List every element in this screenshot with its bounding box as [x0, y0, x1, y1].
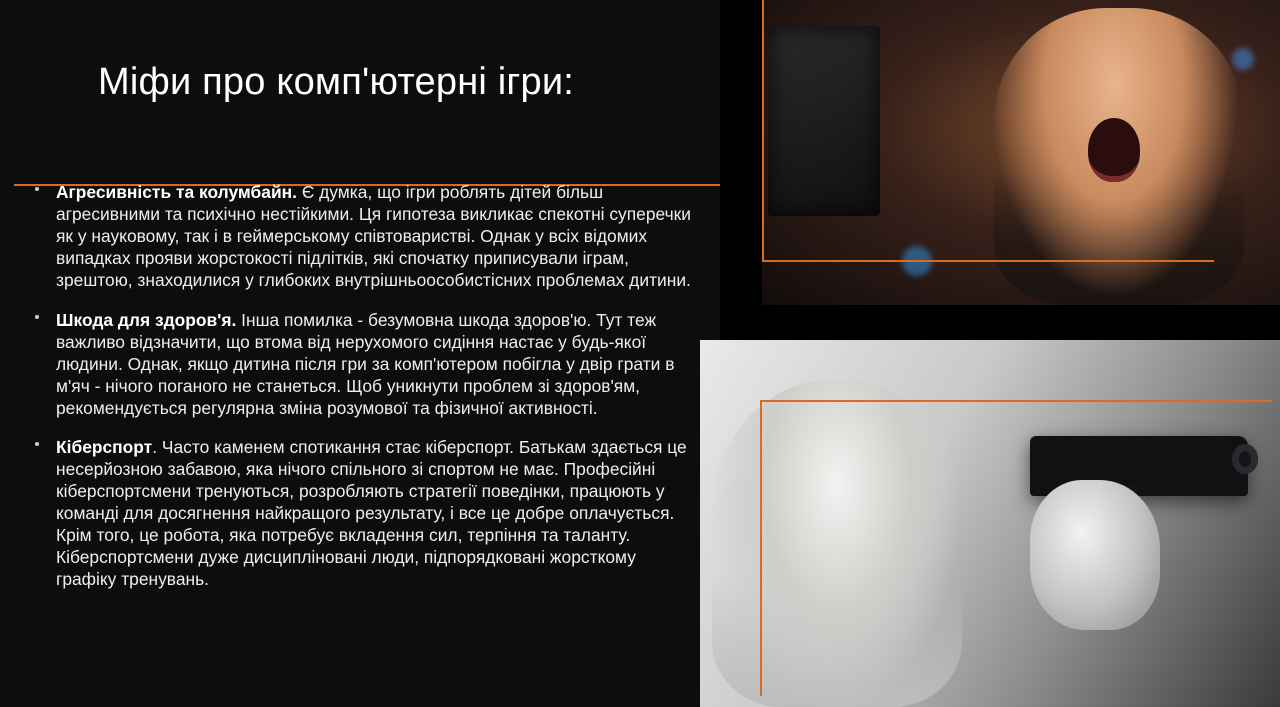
bokeh-light	[1232, 48, 1254, 70]
list-item	[26, 436, 698, 590]
bullet-list	[26, 164, 698, 604]
bokeh-light	[902, 246, 932, 276]
page-title: Міфи про комп'ютерні ігри:	[98, 61, 575, 104]
bullet-dot-icon	[35, 442, 39, 446]
bullet-lead-text: Кіберспорт	[56, 437, 153, 458]
bullet-dot-icon	[35, 187, 39, 191]
bullet-lead-text: Шкода для здоров'я.	[56, 309, 237, 330]
list-item	[26, 181, 698, 291]
bullet-body-text: Інша помилка - безумовна шкода здоров'ю. Тут теж важливо відзначити, що втома від нерухомого сидіння настає у будь-якої людини. Однак, якщо дитина після гри за комп'ютером побігла у двір грати в м'яч - нічого поганого не станеться. Щоб уникнути проблем зі здоров'ям, рекомендується регулярна зміна розумової та фізичної активності.	[56, 309, 675, 418]
open-mouth-shape	[1088, 118, 1140, 182]
bullet-lead-text: Агресивність та колумбайн.	[56, 182, 297, 203]
screaming-boy-at-computer-photo	[762, 0, 1280, 305]
bullet-body-text: . Часто каменем спотикання стає кіберспорт. Батькам здається це несерйозною забавою, яка нічого спільного зі спортом не має. Професійні кіберспортсмени тренуються, розробляють стратегії поведінки, працюють у команді для досягнення найкращого результату, і все це добре оплачується. Крім того, це робота, яка потребує вкладення сил, терпіння та таланту. Кіберспортсмени дуже дисципліновані люди, підпорядковані жорсткому графіку тренувань.	[56, 437, 687, 590]
list-item	[26, 309, 698, 419]
boy-holding-pistol-photo	[700, 340, 1280, 707]
bullet-dot-icon	[35, 315, 39, 319]
computer-monitor-shape	[768, 26, 880, 216]
boy-face-shape	[712, 380, 962, 707]
bullet-body-text: Є думка, що ігри роблять дітей більш агресивними та психічно нестійкими. Ця гипотеза викликає спекотні суперечки як у науковому, так і в геймерському співтоваристві. Однак у всіх відомих випадках прояви жорстокості підлітків, які спочатку приписували іграм, зрештою, знаходилися у глибоких внутрішньоособистісних проблемах дитини.	[56, 182, 691, 291]
hand-shape	[1030, 480, 1160, 630]
